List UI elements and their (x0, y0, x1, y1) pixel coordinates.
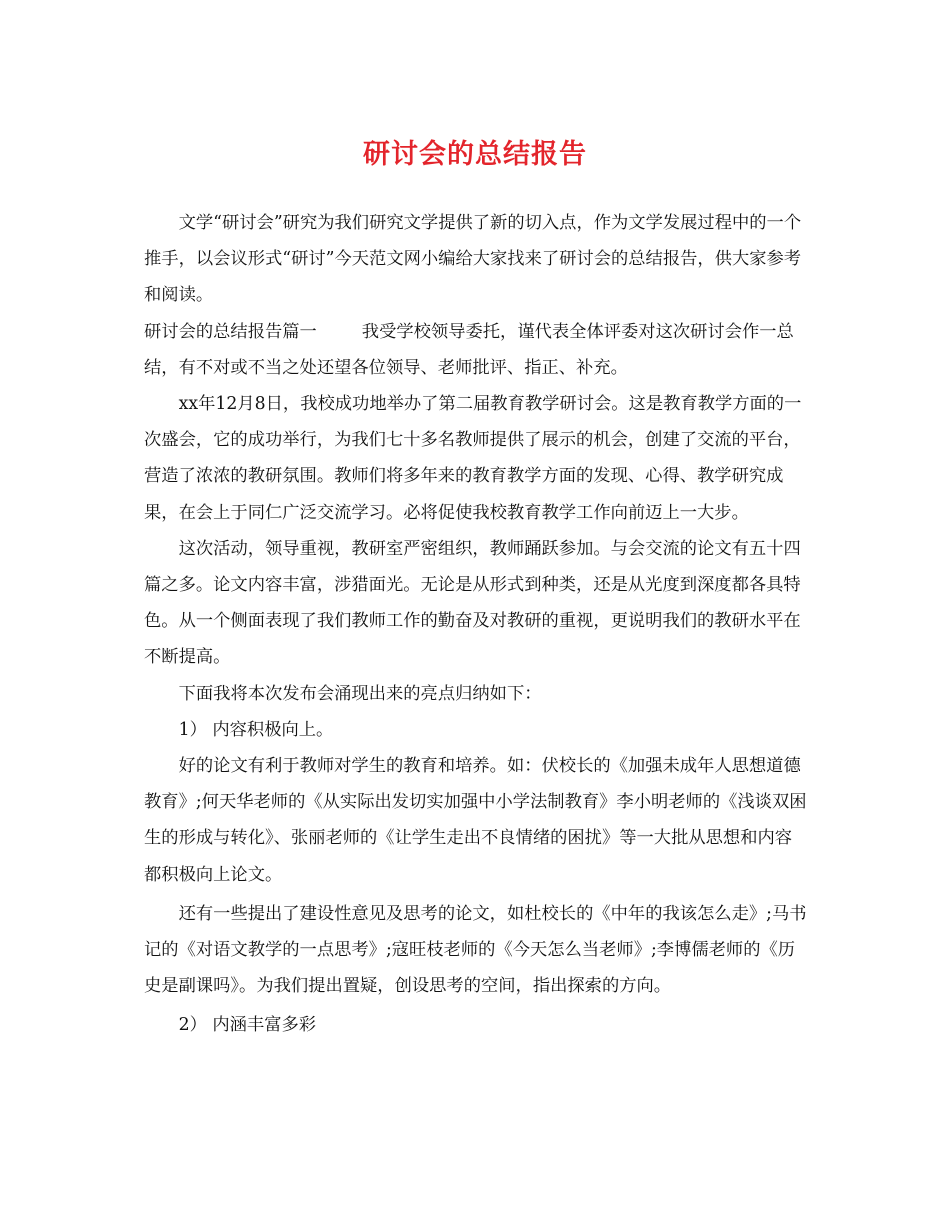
document-title: 研讨会的总结报告 (363, 139, 587, 170)
intro-paragraph: 文学“研讨会”研究为我们研究文学提供了新的切入点，作为文学发展过程中的一个推手，以会议形式“研讨”今天范文网小编给大家找来了研讨会的总结报告，供大家参考和阅读。 (144, 213, 802, 306)
list-heading: 1） 内容积极向上。 (178, 719, 334, 740)
body-paragraph: 这次活动，领导重视，教研室严密组织，教师踊跃参加。与会交流的论文有五十四篇之多。论文内容丰富，涉猎面光。无论是从形式到种类，还是从光度到深度都各具特色。从一个侧面表现了我们教师工作的勤奋及对教研的重视，更说明我们的教研水平在不断提高。 (144, 538, 801, 668)
body-paragraph: 还有一些提出了建设性意见及思考的论文，如杜校长的《中年的我该怎么走》;马书记的《对语文教学的一点思考》;寇旺枝老师的《今天怎么当老师》;李博儒老师的《历史是副课吗》。为我们提出置疑，创设思考的空间，指出探索的方向。 (144, 903, 807, 997)
body-paragraph: xx年12月8日，我校成功地举办了第二届教育教学研讨会。这是教育教学方面的一次盛会，它的成功举行，为我们七十多名教师提供了展示的机会，创建了交流的平台，营造了浓浓的教研氛围。教师们将多年来的教育教学方面的发现、心得、教学研究成果，在会上于同仁广泛交流学习。必将促使我校教育教学工作向前迈上一大步。 (144, 394, 802, 523)
section-first-text: 我受学校领导委托，谨代表全体评委对这次研讨会作一总结，有不对或不当之处还望各位领导、老师批评、指正、补充。 (144, 321, 794, 378)
section-first-paragraph (144, 314, 808, 386)
body-paragraph: 下面我将本次发布会涌现出来的亮点归纳如下： (178, 683, 542, 704)
section-heading: 研讨会的总结报告篇一 (144, 321, 317, 342)
document-body (144, 205, 808, 1044)
list-heading: 2） 内涵丰富多彩 (178, 1015, 317, 1036)
body-paragraph: 好的论文有利于教师对学生的教育和培养。如：伏校长的《加强未成年人思想道德教育》;何天华老师的《从实际出发切实加强中小学法制教育》李小明老师的《浅谈双困生的形成与转化》、张丽老师的《让学生走出不良情绪的困扰》等一大批从思想和内容都积极向上论文。 (144, 756, 807, 885)
